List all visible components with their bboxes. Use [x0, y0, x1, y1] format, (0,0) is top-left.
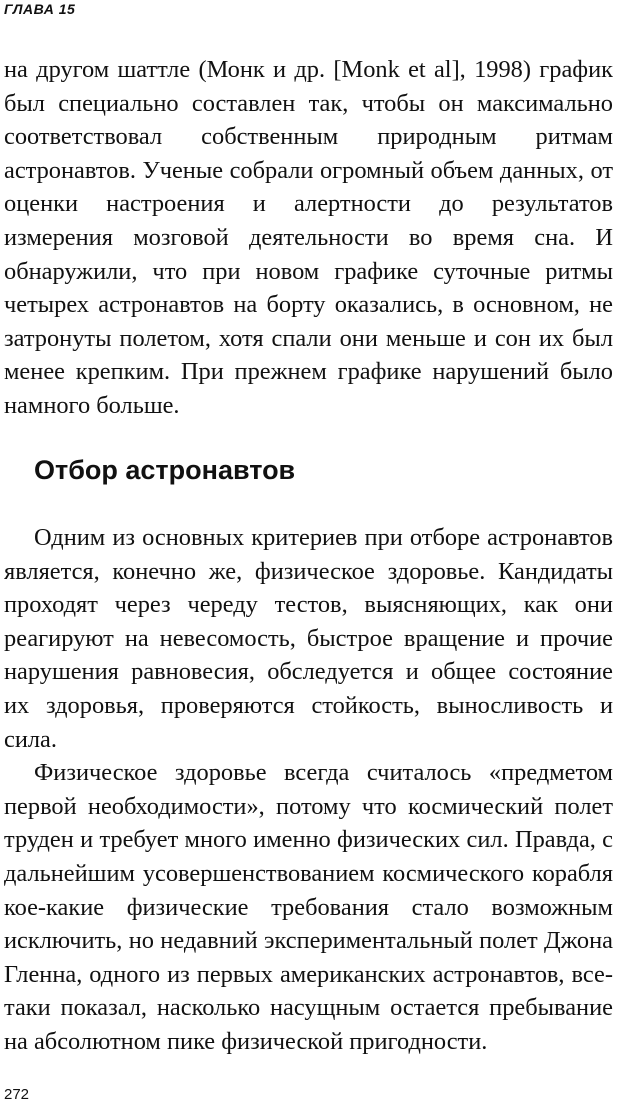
- section-text-block: [4, 521, 613, 1059]
- intro-text-block: [4, 53, 613, 423]
- intro-paragraph: на другом шаттле (Монк и др. [Monk et al], 1998) график был специально составлен так, чтобы он максимально соответствовал собственным природным ритмам астронавтов. Ученые собрали огромный объем данных, от оценки настроения и алертности до результатов измерения мозговой деятельности во время сна. И обнаружили, что при новом графике суточные ритмы четырех астронавтов на борту оказались, в основном, не затронуты полетом, хотя спали они меньше и сон их был менее крепким. При прежнем графике нарушений было намного больше.: [4, 56, 613, 419]
- running-head: ГЛАВА 15: [4, 1, 76, 17]
- section-heading: Отбор астронавтов: [34, 455, 296, 485]
- section-paragraph-2: Физическое здоровье всегда считалось «предметом первой необходимости», потому что космический полет труден и требует много именно физических сил. Правда, с дальнейшим усовершенствованием космического корабля кое-какие физические требования стало возможным исключить, но недавний экспериментальный полет Джона Гленна, одного из первых американских астронавтов, все-таки показал, насколько насущным остается пребывание на абсолютном пике физической пригодности.: [4, 759, 613, 1055]
- page-number: 272: [4, 1086, 30, 1103]
- section-paragraph-1: Одним из основных критериев при отборе астронавтов является, конечно же, физическое здоровье. Кандидаты проходят через череду тестов, выясняющих, как они реагируют на невесомость, быстрое вращение и прочие нарушения равновесия, обследуется и общее состояние их здоровья, проверяются стойкость, выносливость и сила.: [4, 524, 613, 753]
